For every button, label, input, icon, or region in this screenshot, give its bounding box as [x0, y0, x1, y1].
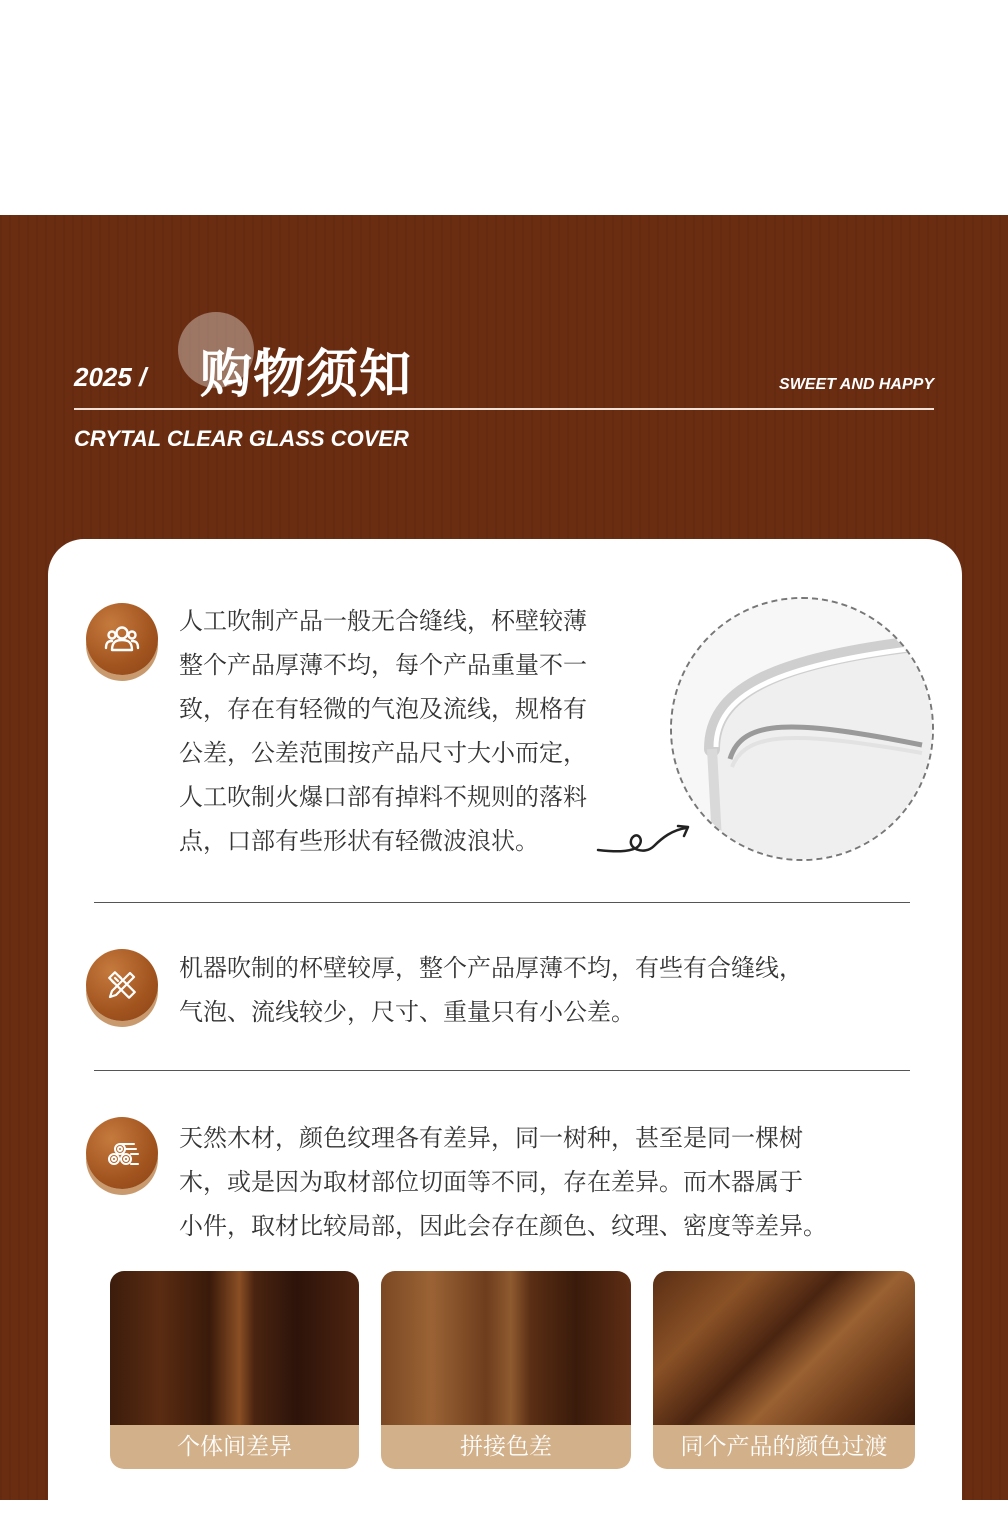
header-slogan: SWEET AND HAPPY [779, 376, 934, 393]
squiggle-arrow-icon [596, 822, 696, 862]
section-1-line: 整个产品厚薄不均，每个产品重量不一 [179, 651, 587, 679]
header-year: 2025 / [74, 362, 147, 392]
section-3-line: 天然木材，颜色纹理各有差异，同一树种，甚至是同一棵树 [179, 1124, 803, 1152]
section-divider [94, 902, 910, 903]
top-blank-area [0, 0, 1008, 215]
section-2-line: 机器吹制的杯壁较厚，整个产品厚薄不均，有些有合缝线， [179, 954, 803, 982]
section-1-line: 人工吹制火爆口部有掉料不规则的落料 [179, 783, 587, 811]
section-1-line: 点，口部有些形状有轻微波浪状。 [179, 827, 539, 855]
wood-sample-2 [381, 1271, 631, 1469]
people-icon [86, 603, 158, 675]
section-3-line: 小件，取材比较局部，因此会存在颜色、纹理、密度等差异。 [179, 1212, 827, 1240]
wood-sample-caption: 个体间差异 [110, 1425, 359, 1469]
section-3-text [179, 1116, 929, 1248]
ruler-pencil-icon [86, 949, 158, 1021]
header-divider [74, 408, 934, 410]
wood-texture-image [381, 1271, 631, 1425]
section-3-line: 木，或是因为取材部位切面等不同，存在差异。而木器属于 [179, 1168, 803, 1196]
section-2-line: 气泡、流线较少，尺寸、重量只有小公差。 [179, 998, 635, 1026]
wood-sample-caption: 拼接色差 [381, 1425, 631, 1469]
section-1-line: 公差，公差范围按产品尺寸大小而定， [179, 739, 587, 767]
section-1-line: 人工吹制产品一般无合缝线，杯壁较薄 [179, 607, 587, 635]
section-divider [94, 1070, 910, 1071]
wood-logs-icon [86, 1117, 158, 1189]
wood-sample-1 [110, 1271, 359, 1469]
section-1-line: 致，存在有轻微的气泡及流线，规格有 [179, 695, 587, 723]
wood-sample-caption: 同个产品的颜色过渡 [653, 1425, 915, 1469]
header-subtitle: CRYTAL CLEAR GLASS COVER [74, 426, 409, 451]
wood-texture-image [653, 1271, 915, 1425]
wood-sample-3 [653, 1271, 915, 1469]
glass-rim-photo [670, 597, 934, 861]
wood-texture-image [110, 1271, 359, 1425]
section-2-text [179, 946, 919, 1034]
page-title: 购物须知 [200, 345, 413, 405]
